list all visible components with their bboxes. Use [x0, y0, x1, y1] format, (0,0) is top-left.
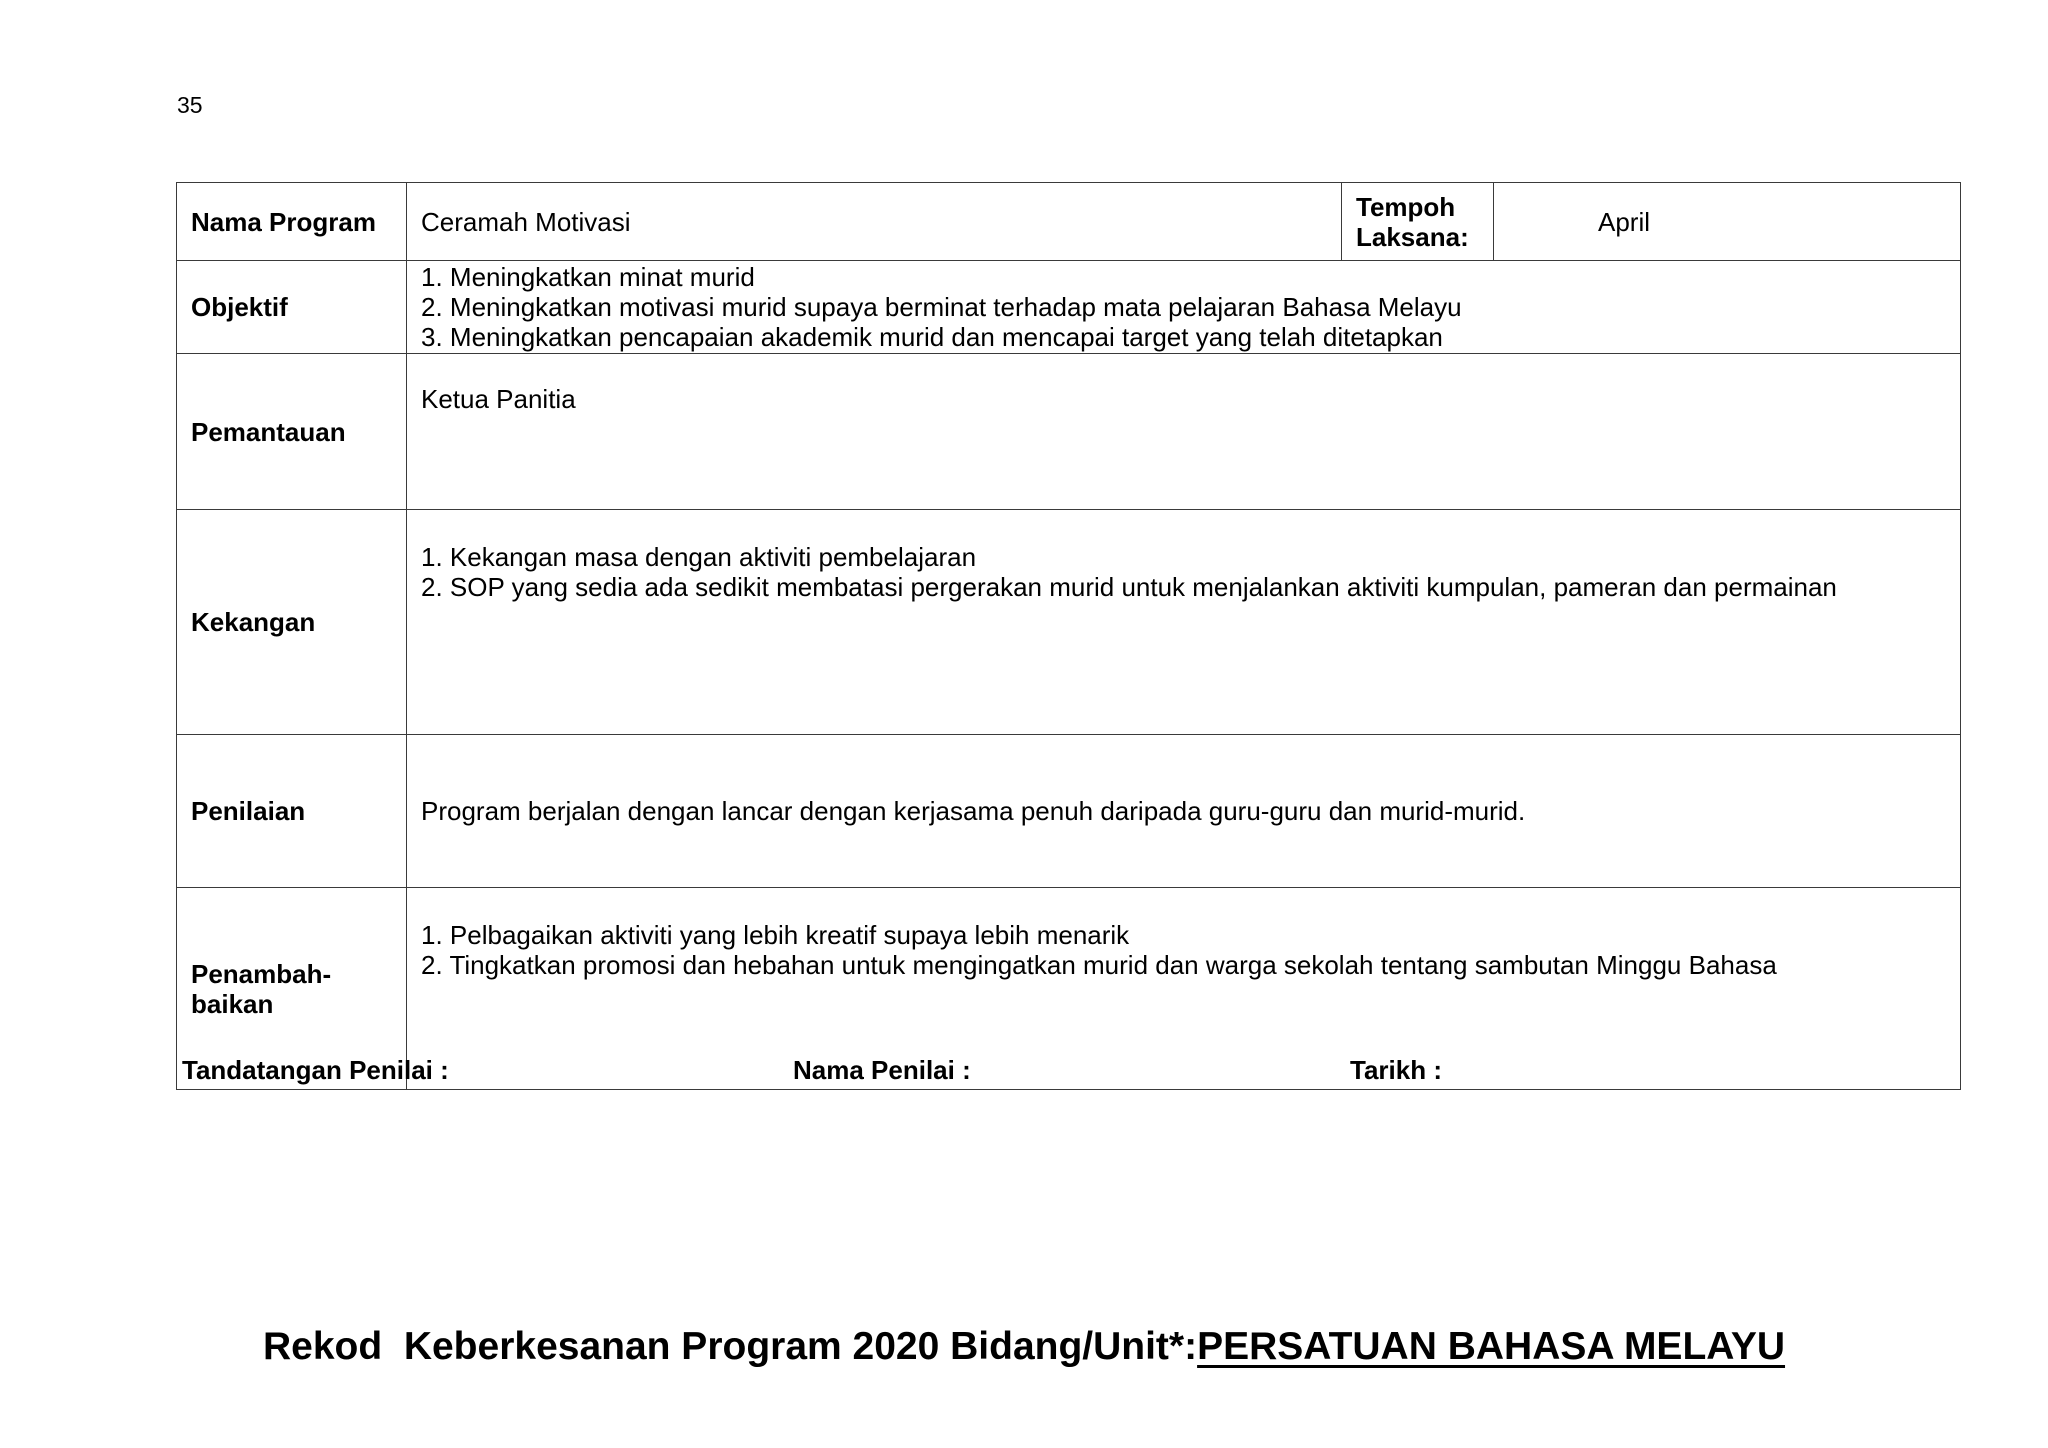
- penambahbaikan-label-line1: Penambah-: [191, 958, 332, 989]
- kekangan-item: 1. Kekangan masa dengan aktiviti pembelajaran: [421, 542, 977, 572]
- kekangan-label: Kekangan: [177, 510, 407, 735]
- nama-program-label: Nama Program: [177, 183, 407, 261]
- row-objektif: [177, 261, 1961, 354]
- row-kekangan: [177, 510, 1961, 735]
- tempoh-laksana-label: [1342, 183, 1494, 261]
- penambahbaikan-list: [407, 888, 1961, 1090]
- objektif-list: [407, 261, 1961, 354]
- nama-program-value: Ceramah Motivasi: [407, 183, 1342, 261]
- row-pemantauan: [177, 354, 1961, 510]
- objektif-label: Objektif: [177, 261, 407, 354]
- penambahbaikan-item: 2. Tingkatkan promosi dan hebahan untuk mengingatkan murid dan warga sekolah tentang sambutan Minggu Bahasa: [421, 950, 1777, 980]
- record-title: [0, 1325, 2048, 1369]
- page-number: 35: [177, 92, 203, 118]
- tempoh-label-line2: Laksana:: [1356, 221, 1469, 252]
- tempoh-laksana-value: April: [1494, 183, 1961, 261]
- penambahbaikan-label-line2: baikan: [191, 988, 274, 1019]
- unit-name: PERSATUAN BAHASA MELAYU: [1197, 1325, 1786, 1368]
- objektif-item: 2. Meningkatkan motivasi murid supaya berminat terhadap mata pelajaran Bahasa Melayu: [421, 292, 1462, 322]
- program-record-table: [176, 182, 1961, 1090]
- record-title-prefix: Rekod Keberkesanan Program 2020 Bidang/Unit*:: [262, 1325, 1198, 1368]
- penilaian-label: Penilaian: [177, 735, 407, 888]
- penilaian-value: Program berjalan dengan lancar dengan kerjasama penuh daripada guru-guru dan murid-murid.: [407, 735, 1961, 888]
- kekangan-list: [407, 510, 1961, 735]
- pemantauan-value: Ketua Panitia: [407, 354, 1961, 510]
- penambahbaikan-item: 1. Pelbagaikan aktiviti yang lebih kreatif supaya lebih menarik: [421, 920, 1130, 950]
- pemantauan-label: Pemantauan: [177, 354, 407, 510]
- tandatangan-penilai-label: Tandatangan Penilai :: [182, 1055, 449, 1085]
- tarikh-label: Tarikh :: [1350, 1055, 1442, 1085]
- objektif-item: 1. Meningkatkan minat murid: [421, 262, 755, 292]
- row-penilaian: [177, 735, 1961, 888]
- kekangan-item: 2. SOP yang sedia ada sedikit membatasi pergerakan murid untuk menjalankan aktiviti kumpulan, pameran dan permainan: [421, 572, 1837, 602]
- objektif-item: 3. Meningkatkan pencapaian akademik murid dan mencapai target yang telah ditetapkan: [421, 322, 1443, 352]
- row-nama-program: [177, 183, 1961, 261]
- nama-penilai-label: Nama Penilai :: [793, 1055, 971, 1085]
- tempoh-label-line1: Tempoh: [1356, 191, 1456, 222]
